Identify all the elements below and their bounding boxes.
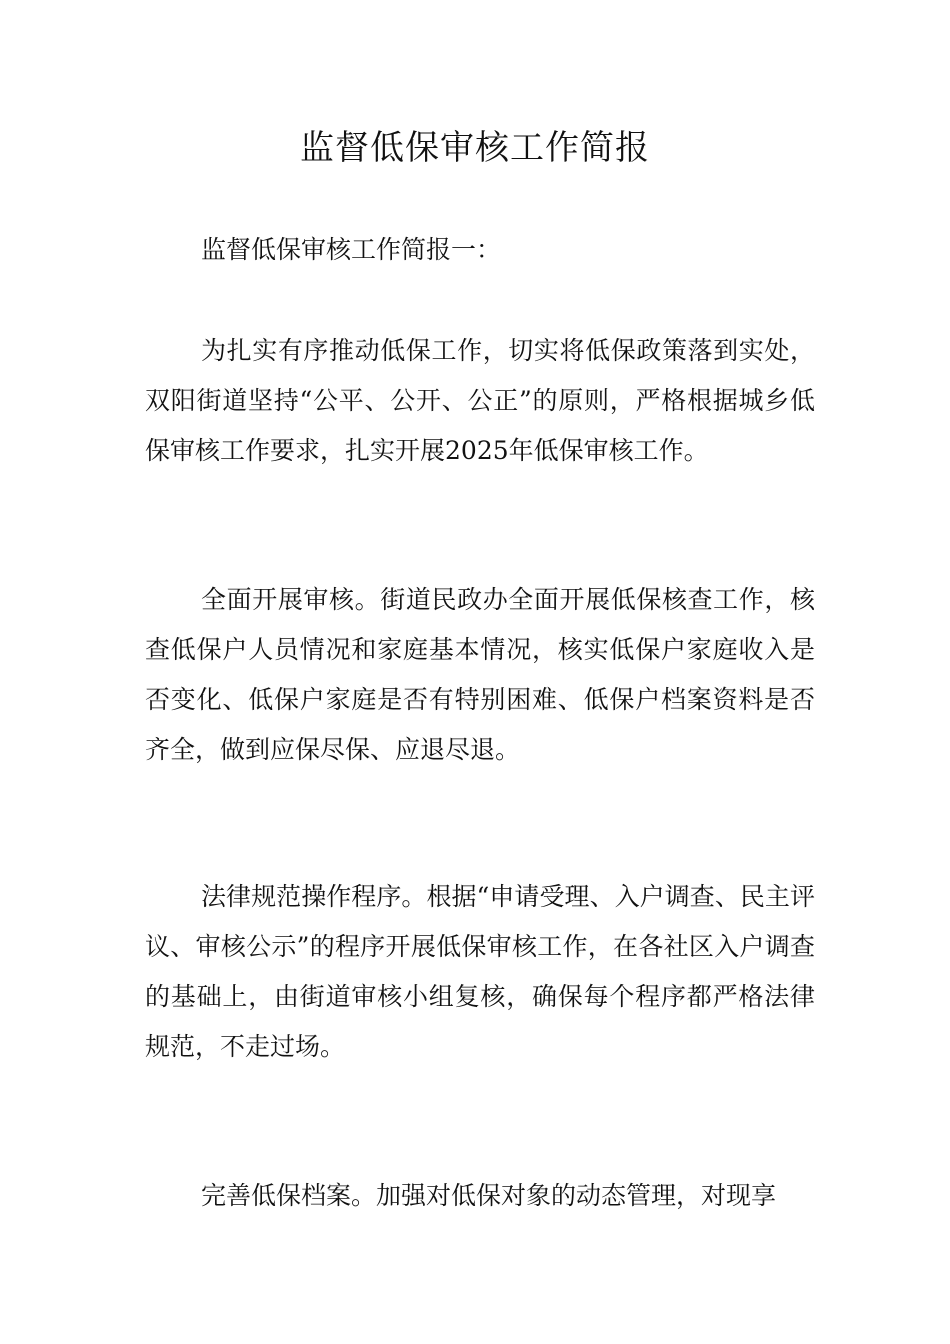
paragraph-improve-archives: 完善低保档案。加强对低保对象的动态管理，对现享 xyxy=(201,1181,777,1210)
document-title: 监督低保审核工作简报 xyxy=(300,128,650,168)
paragraph-intro: 为扎实有序推动低保工作，切实将低保政策落到实处，双阳街道坚持“公平、公开、公正”的原则，严格根据城乡低保审核工作要求，扎实开展2025年低保审核工作。 xyxy=(145,336,815,465)
paragraph-standard-procedure: 法律规范操作程序。根据“申请受理、入户调查、民主评议、审核公示”的程序开展低保审核工作，在各社区入户调查的基础上，由街道审核小组复核，确保每个程序都严格法律规范，不走过场。 xyxy=(145,882,815,1061)
paragraph-comprehensive-review: 全面开展审核。街道民政办全面开展低保核查工作，核查低保户人员情况和家庭基本情况，核实低保户家庭收入是否变化、低保户家庭是否有特别困难、低保户档案资料是否齐全，做到应保尽保、应退尽退。 xyxy=(145,585,815,764)
document-subheading: 监督低保审核工作简报一： xyxy=(201,235,502,264)
